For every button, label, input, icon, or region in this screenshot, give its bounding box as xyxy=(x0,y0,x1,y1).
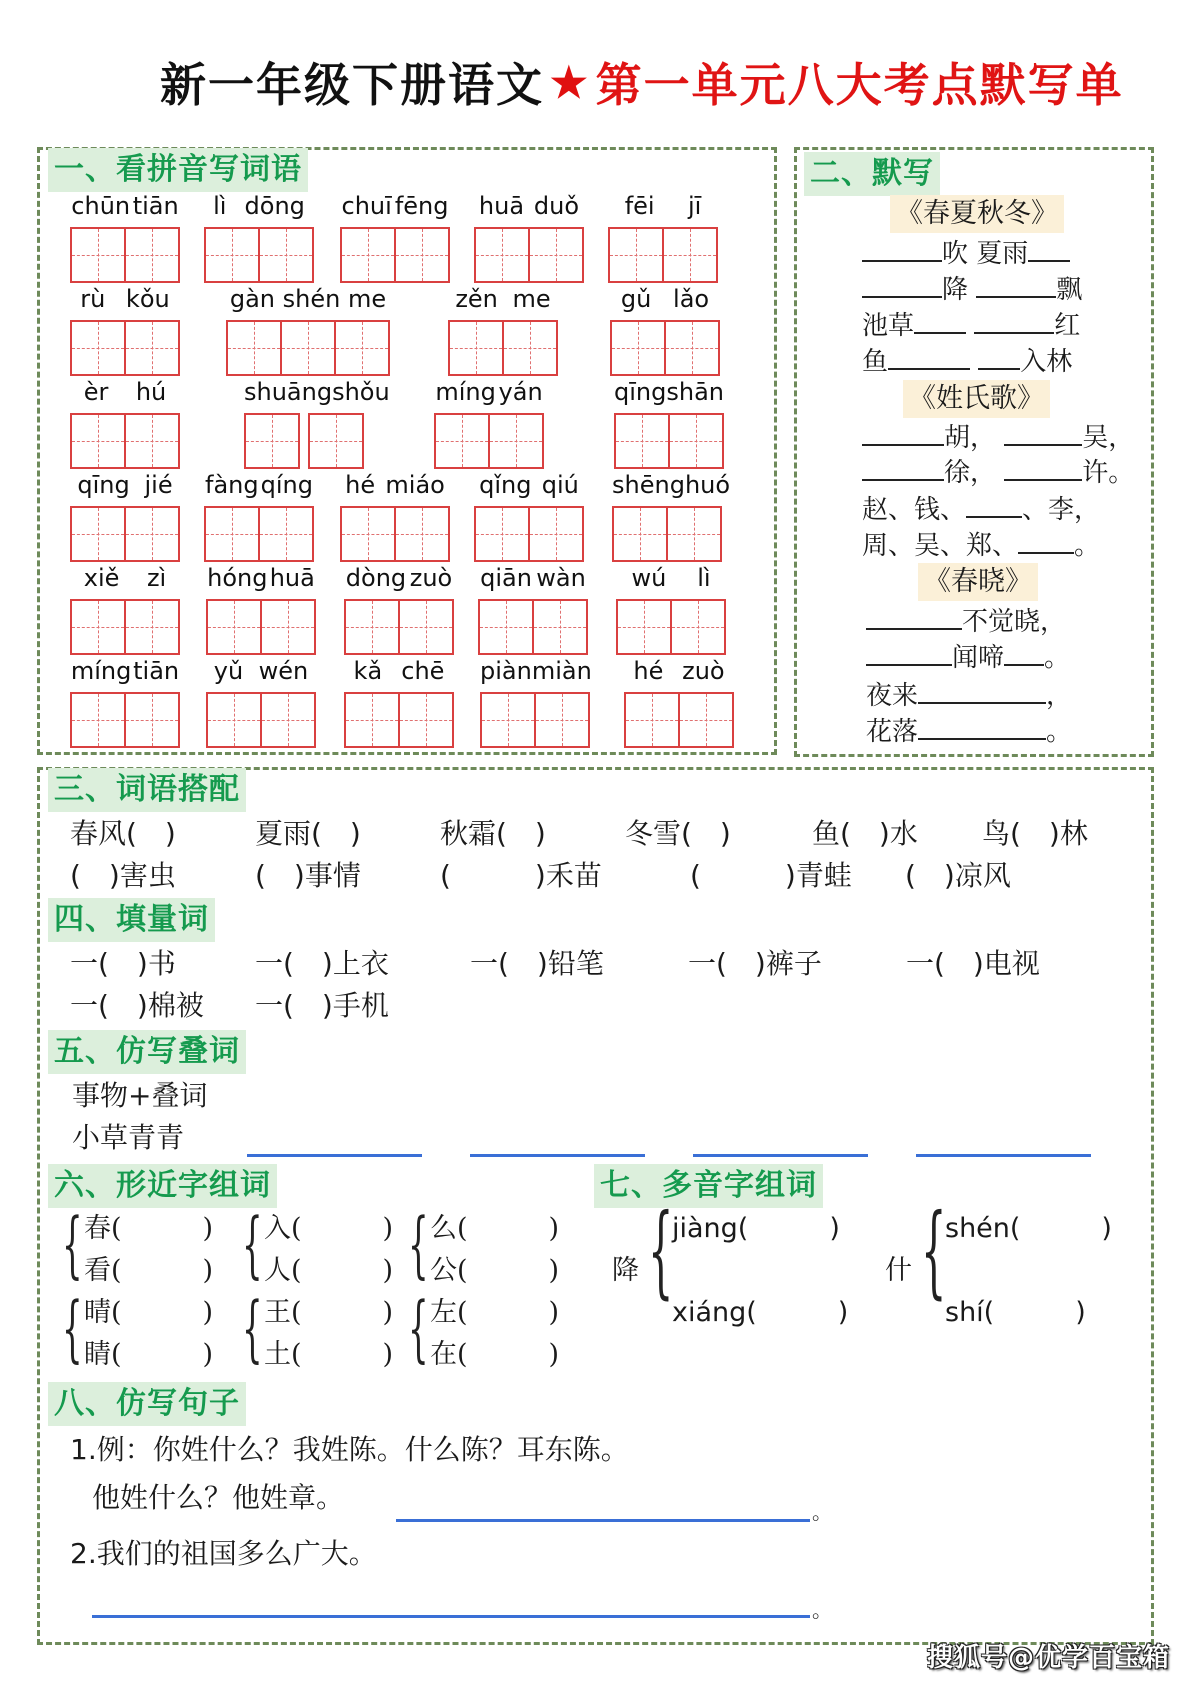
poem-title-surnames: 《姓氏歌》 xyxy=(903,380,1050,418)
tianzige-cell[interactable] xyxy=(226,320,282,376)
pinyin-syllable: míng xyxy=(435,378,496,406)
pinyin-syllable: piàn xyxy=(480,657,532,685)
answer-blank[interactable] xyxy=(862,455,944,481)
pinyin-syllable: me xyxy=(348,285,387,313)
reduplication-label: 事物+叠词 xyxy=(72,1079,208,1112)
answer-blank[interactable] xyxy=(978,344,1020,370)
pinyin-word xyxy=(434,378,544,471)
answer-blank[interactable] xyxy=(862,420,944,446)
poem-line: 鱼 入林 xyxy=(862,344,1072,379)
word-matching-item[interactable]: 夏雨( ) xyxy=(255,817,361,850)
answer-blank[interactable] xyxy=(1004,455,1082,481)
poem-line: 吹 夏雨 xyxy=(862,236,1070,271)
brace-icon: { xyxy=(408,1202,429,1286)
pinyin-syllable: fēi xyxy=(624,192,655,220)
pinyin-syllable: qīng xyxy=(77,471,130,499)
tianzige-cell[interactable] xyxy=(532,599,588,655)
pinyin-label xyxy=(344,657,454,685)
answer-line[interactable] xyxy=(916,1154,1091,1157)
tianzige-cell[interactable] xyxy=(340,227,396,283)
tianzige-cell[interactable] xyxy=(666,506,722,562)
brace-icon: { xyxy=(242,1202,263,1286)
pinyin-syllable: shān xyxy=(666,378,724,406)
pinyin-syllable: tiān xyxy=(133,657,180,685)
answer-blank[interactable] xyxy=(888,344,970,370)
pinyin-label xyxy=(474,471,584,499)
answer-blank[interactable] xyxy=(1018,528,1074,554)
word-matching-item[interactable]: ( )禾苗 xyxy=(440,859,602,892)
pinyin-word xyxy=(206,657,316,750)
answer-blank[interactable] xyxy=(862,272,942,298)
pinyin-syllable: gàn xyxy=(229,285,275,313)
similar-char-item[interactable]: 春( ) xyxy=(84,1213,214,1244)
poem-line: 周、吴、郑、 。 xyxy=(862,528,1100,563)
tianzige-cell[interactable] xyxy=(124,320,180,376)
pinyin-syllable: lǎo xyxy=(673,285,710,313)
tianzige-cell[interactable] xyxy=(394,227,450,283)
tianzige-cell[interactable] xyxy=(334,320,390,376)
tianzige-cell[interactable] xyxy=(670,599,726,655)
sentence-example: 1.例：你姓什么？我姓陈。什么陈？耳东陈。 xyxy=(70,1433,629,1466)
pinyin-label xyxy=(244,378,390,406)
tianzige-cell[interactable] xyxy=(614,413,670,469)
tianzige-cell[interactable] xyxy=(662,227,718,283)
answer-blank[interactable] xyxy=(1028,236,1070,262)
period: 。 xyxy=(812,1598,832,1622)
tianzige-cell[interactable] xyxy=(398,692,454,748)
polyphone-char: 降 xyxy=(612,1255,639,1286)
pinyin-word xyxy=(616,564,726,657)
pinyin-label xyxy=(70,471,180,499)
pinyin-syllable: lì xyxy=(213,192,227,220)
pinyin-syllable: hú xyxy=(135,378,167,406)
pinyin-word xyxy=(204,471,314,564)
section-title-measure-words: 四、填量词 xyxy=(48,898,215,942)
word-matching-item[interactable]: 秋霜( ) xyxy=(440,817,546,850)
pinyin-label xyxy=(226,285,390,313)
tianzige-cell[interactable] xyxy=(204,506,260,562)
pinyin-syllable: èr xyxy=(83,378,109,406)
measure-word-item[interactable]: 一( )电视 xyxy=(906,947,1040,980)
tianzige-cell[interactable] xyxy=(610,320,666,376)
pinyin-word xyxy=(70,471,180,564)
pinyin-syllable: fēng xyxy=(394,192,449,220)
pinyin-word xyxy=(70,657,180,750)
poem-line: 闻啼 。 xyxy=(866,640,1070,675)
pinyin-label xyxy=(474,192,584,220)
pinyin-syllable: hóng xyxy=(207,564,268,592)
similar-char-item[interactable]: 睛( ) xyxy=(84,1339,214,1370)
section-title-word-matching: 三、词语搭配 xyxy=(48,768,246,812)
tianzige-cell[interactable] xyxy=(260,599,316,655)
pinyin-label xyxy=(340,192,450,220)
answer-line[interactable] xyxy=(247,1154,422,1157)
pinyin-word xyxy=(70,192,180,285)
pinyin-syllable: qiān xyxy=(480,564,532,592)
pinyin-label xyxy=(480,657,590,685)
tianzige-cell[interactable] xyxy=(616,599,672,655)
word-matching-item[interactable]: ( )凉风 xyxy=(905,859,1011,892)
word-matching-item[interactable]: 鱼( )水 xyxy=(812,817,918,850)
tianzige-cell[interactable] xyxy=(260,692,316,748)
tianzige-cell[interactable] xyxy=(258,506,314,562)
pinyin-syllable: qiú xyxy=(541,471,579,499)
pinyin-syllable: chuī xyxy=(341,192,392,220)
section-title-sentences: 八、仿写句子 xyxy=(48,1382,246,1426)
pinyin-word xyxy=(612,471,731,564)
similar-char-item[interactable]: 人( ) xyxy=(264,1255,394,1286)
pinyin-label xyxy=(448,285,558,313)
pinyin-label xyxy=(478,564,588,592)
tianzige-cell[interactable] xyxy=(124,692,180,748)
tianzige-cell[interactable] xyxy=(668,413,724,469)
pinyin-label xyxy=(70,192,180,220)
tianzige-cell[interactable] xyxy=(502,320,558,376)
polyphone-char: 什 xyxy=(885,1255,912,1286)
pinyin-word xyxy=(474,192,584,285)
pinyin-syllable: yǔ xyxy=(213,657,244,685)
poem-line: 胡， 吴， xyxy=(862,420,1134,455)
pinyin-word xyxy=(340,471,450,564)
measure-word-item[interactable]: 一( )书 xyxy=(70,947,176,980)
pinyin-word xyxy=(480,657,590,750)
pinyin-syllable: jī xyxy=(687,192,702,220)
tianzige-cell[interactable] xyxy=(534,692,590,748)
pinyin-label xyxy=(206,564,316,592)
brace-icon: { xyxy=(408,1286,429,1370)
pinyin-syllable: shén xyxy=(282,285,341,313)
pinyin-word xyxy=(340,192,450,285)
measure-word-item[interactable]: 一( )棉被 xyxy=(70,989,204,1022)
pinyin-syllable: hé xyxy=(345,471,376,499)
tianzige-cell[interactable] xyxy=(398,599,454,655)
word-matching-item[interactable]: ( )青蛙 xyxy=(690,859,852,892)
pinyin-word xyxy=(70,564,180,657)
polyphone-reading[interactable]: shí( ) xyxy=(945,1297,1086,1328)
tianzige-cell[interactable] xyxy=(258,227,314,283)
pinyin-label xyxy=(70,285,180,313)
answer-blank[interactable] xyxy=(918,678,1046,704)
similar-char-item[interactable]: 么( ) xyxy=(430,1213,560,1244)
tianzige-cell[interactable] xyxy=(488,413,544,469)
tianzige-cell[interactable] xyxy=(70,413,126,469)
tianzige-cell[interactable] xyxy=(480,692,536,748)
star-icon: ★ xyxy=(550,57,590,107)
poem-line: 降 飘 xyxy=(862,272,1082,307)
pinyin-word xyxy=(204,192,314,285)
title-grade: 新一年级下册语文 xyxy=(160,58,544,112)
pinyin-word xyxy=(478,564,588,657)
tianzige-cell[interactable] xyxy=(244,413,300,469)
poem-line: 不觉晓， xyxy=(866,604,1066,639)
poem-line: 池草 红 xyxy=(862,308,1080,343)
tianzige-cell[interactable] xyxy=(70,692,126,748)
poem-line: 赵、钱、 、李， xyxy=(862,492,1100,527)
section-title-similar-chars: 六、形近字组词 xyxy=(48,1164,277,1208)
tianzige-cell[interactable] xyxy=(124,413,180,469)
pinyin-syllable: chē xyxy=(401,657,445,685)
tianzige-cell[interactable] xyxy=(70,320,126,376)
polyphone-reading[interactable]: jiàng( ) xyxy=(672,1213,840,1244)
pinyin-word xyxy=(344,657,454,750)
pinyin-syllable: wàn xyxy=(536,564,586,592)
pinyin-syllable: shēng xyxy=(612,471,685,499)
answer-blank[interactable] xyxy=(974,308,1054,334)
pinyin-syllable: huó xyxy=(684,471,731,499)
tianzige-cell[interactable] xyxy=(434,413,490,469)
pinyin-syllable: huā xyxy=(478,192,525,220)
pinyin-syllable: dōng xyxy=(244,192,305,220)
pinyin-word xyxy=(614,378,724,471)
tianzige-cell[interactable] xyxy=(678,692,734,748)
tianzige-cell[interactable] xyxy=(344,599,400,655)
similar-char-item[interactable]: 晴( ) xyxy=(84,1297,214,1328)
tianzige-cell[interactable] xyxy=(448,320,504,376)
pinyin-word xyxy=(608,192,718,285)
pinyin-syllable: tiān xyxy=(132,192,179,220)
pinyin-syllable: míng xyxy=(70,657,132,685)
brace-icon: { xyxy=(62,1202,83,1286)
tianzige-cell[interactable] xyxy=(206,599,262,655)
similar-char-item[interactable]: 土( ) xyxy=(264,1339,394,1370)
similar-char-item[interactable]: 王( ) xyxy=(264,1297,394,1328)
page-title xyxy=(160,52,1124,112)
tianzige-cell[interactable] xyxy=(344,692,400,748)
tianzige-cell[interactable] xyxy=(624,692,680,748)
polyphone-reading[interactable]: shén( ) xyxy=(945,1213,1112,1244)
pinyin-label xyxy=(610,285,720,313)
word-matching-item[interactable]: 冬雪( ) xyxy=(625,817,731,850)
tianzige-cell[interactable] xyxy=(608,227,664,283)
title-unit: 第一单元八大考点默写单 xyxy=(595,58,1124,112)
answer-line[interactable] xyxy=(693,1154,868,1157)
answer-blank[interactable] xyxy=(918,714,1046,740)
poem-title-spring-dawn: 《春晓》 xyxy=(918,563,1038,601)
tianzige-cell[interactable] xyxy=(478,599,534,655)
pinyin-label xyxy=(608,192,718,220)
tianzige-cell[interactable] xyxy=(204,227,260,283)
tianzige-cell[interactable] xyxy=(474,227,530,283)
answer-blank[interactable] xyxy=(1004,640,1044,666)
tianzige-cell[interactable] xyxy=(70,506,126,562)
pinyin-syllable: xiě xyxy=(83,564,120,592)
pinyin-word xyxy=(344,564,454,657)
answer-line[interactable] xyxy=(396,1519,810,1522)
pinyin-syllable: jié xyxy=(144,471,173,499)
pinyin-label xyxy=(344,564,454,592)
tianzige-cell[interactable] xyxy=(612,506,668,562)
pinyin-label xyxy=(204,471,314,499)
pinyin-syllable: miáo xyxy=(385,471,445,499)
similar-char-item[interactable]: 左( ) xyxy=(430,1297,560,1328)
brace-icon: { xyxy=(242,1286,263,1370)
pinyin-syllable: dòng xyxy=(345,564,407,592)
poem-line: 徐， 许。 xyxy=(862,455,1134,490)
pinyin-word xyxy=(70,378,180,471)
section-title-reduplication: 五、仿写叠词 xyxy=(48,1030,246,1074)
brace-icon: { xyxy=(921,1192,947,1309)
section-title-polyphones: 七、多音字组词 xyxy=(594,1164,823,1208)
pinyin-label xyxy=(206,657,316,685)
tianzige-cell[interactable] xyxy=(664,320,720,376)
pinyin-label xyxy=(616,564,726,592)
pinyin-word xyxy=(70,285,180,378)
pinyin-label xyxy=(70,564,180,592)
answer-blank[interactable] xyxy=(866,604,962,630)
pinyin-word xyxy=(624,657,734,750)
tianzige-cell[interactable] xyxy=(124,506,180,562)
sentence-prompt: 他姓什么？他姓章。 xyxy=(92,1481,345,1514)
tianzige-cell[interactable] xyxy=(528,506,584,562)
poem-line: 夜来 ， xyxy=(866,678,1072,713)
pinyin-label xyxy=(434,378,544,406)
pinyin-word xyxy=(448,285,558,378)
poem-line: 花落 。 xyxy=(866,714,1072,749)
tianzige-cell[interactable] xyxy=(124,599,180,655)
pinyin-syllable: huā xyxy=(269,564,315,592)
pinyin-syllable: qǐng xyxy=(479,471,532,499)
pinyin-syllable: me xyxy=(512,285,551,313)
polyphone-reading[interactable]: xiáng( ) xyxy=(672,1297,849,1328)
similar-char-item[interactable]: 公( ) xyxy=(430,1255,560,1286)
tianzige-cell[interactable] xyxy=(474,506,530,562)
pinyin-syllable: shuāng xyxy=(244,378,333,406)
tianzige-cell[interactable] xyxy=(124,227,180,283)
poem-title-seasons: 《春夏秋冬》 xyxy=(890,195,1064,233)
similar-char-item[interactable]: 入( ) xyxy=(264,1213,394,1244)
answer-line[interactable] xyxy=(92,1615,810,1618)
pinyin-syllable: hé xyxy=(633,657,664,685)
pinyin-label xyxy=(204,192,314,220)
tianzige-cell[interactable] xyxy=(394,506,450,562)
word-matching-item[interactable]: 鸟( )林 xyxy=(982,817,1088,850)
similar-char-item[interactable]: 在( ) xyxy=(430,1339,560,1370)
measure-word-item[interactable]: 一( )裤子 xyxy=(688,947,822,980)
pinyin-word xyxy=(610,285,720,378)
pinyin-syllable: duǒ xyxy=(533,192,580,220)
similar-char-item[interactable]: 看( ) xyxy=(84,1255,214,1286)
pinyin-syllable: zěn xyxy=(455,285,498,313)
pinyin-syllable: chūn xyxy=(71,192,131,220)
pinyin-label xyxy=(612,471,731,499)
tianzige-cell[interactable] xyxy=(528,227,584,283)
period: 。 xyxy=(812,1500,832,1524)
pinyin-word xyxy=(474,471,584,564)
pinyin-syllable: zuò xyxy=(409,564,453,592)
pinyin-syllable: wú xyxy=(631,564,667,592)
pinyin-label xyxy=(624,657,734,685)
pinyin-syllable: miàn xyxy=(531,657,592,685)
pinyin-syllable: lì xyxy=(697,564,711,592)
pinyin-syllable: kǎ xyxy=(353,657,383,685)
pinyin-syllable: fàng xyxy=(205,471,259,499)
pinyin-word xyxy=(206,564,316,657)
pinyin-label xyxy=(614,378,724,406)
pinyin-syllable: qíng xyxy=(260,471,313,499)
answer-blank[interactable] xyxy=(976,272,1056,298)
pinyin-syllable: shǒu xyxy=(332,378,390,406)
answer-blank[interactable] xyxy=(914,308,966,334)
pinyin-word xyxy=(226,285,390,378)
pinyin-label xyxy=(70,378,180,406)
pinyin-label xyxy=(340,471,450,499)
tianzige-cell[interactable] xyxy=(280,320,336,376)
sentence-prompt: 2.我们的祖国多么广大。 xyxy=(70,1537,377,1570)
section-title-dictation: 二、默写 xyxy=(804,152,940,196)
watermark: 搜狐号@优学百宝箱 xyxy=(926,1643,1170,1673)
word-matching-item[interactable]: 春风( ) xyxy=(70,817,176,850)
measure-word-item[interactable]: 一( )铅笔 xyxy=(470,947,604,980)
brace-icon: { xyxy=(62,1286,83,1370)
word-matching-item[interactable]: ( )事情 xyxy=(255,859,361,892)
pinyin-syllable: yán xyxy=(498,378,543,406)
pinyin-syllable: rù xyxy=(80,285,106,313)
measure-word-item[interactable]: 一( )上衣 xyxy=(255,947,389,980)
pinyin-syllable: wén xyxy=(258,657,309,685)
pinyin-word xyxy=(244,378,390,471)
pinyin-syllable: gǔ xyxy=(620,285,652,313)
pinyin-syllable: zì xyxy=(146,564,167,592)
pinyin-syllable: zuò xyxy=(682,657,725,685)
pinyin-syllable: qīng xyxy=(614,378,667,406)
answer-line[interactable] xyxy=(470,1154,645,1157)
answer-blank[interactable] xyxy=(1004,420,1082,446)
measure-word-item[interactable]: 一( )手机 xyxy=(255,989,389,1022)
reduplication-example: 小草青青 xyxy=(72,1121,185,1154)
brace-icon: { xyxy=(648,1192,674,1309)
tianzige-cell[interactable] xyxy=(308,413,364,469)
answer-blank[interactable] xyxy=(866,640,952,666)
tianzige-cell[interactable] xyxy=(340,506,396,562)
pinyin-label xyxy=(70,657,180,685)
tianzige-cell[interactable] xyxy=(70,227,126,283)
answer-blank[interactable] xyxy=(862,236,942,262)
pinyin-syllable: kǒu xyxy=(125,285,170,313)
tianzige-cell[interactable] xyxy=(206,692,262,748)
tianzige-cell[interactable] xyxy=(70,599,126,655)
answer-blank[interactable] xyxy=(966,492,1022,518)
section-title-pinyin: 一、看拼音写词语 xyxy=(48,148,308,192)
word-matching-item[interactable]: ( )害虫 xyxy=(70,859,176,892)
